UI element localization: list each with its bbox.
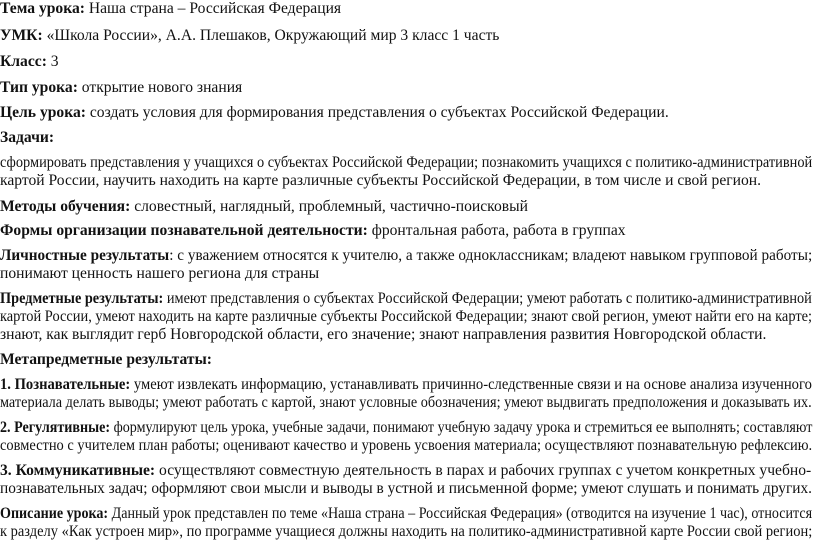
regulatory-line-1 xyxy=(0,418,812,438)
communicative-value: осуществляют совместную деятельность в парах и рабочих группах с учетом конкретных учебно- xyxy=(155,462,812,479)
meta-results-label: Метапредметные результаты: xyxy=(0,351,212,368)
regulatory-label: 2. Регулятивные: xyxy=(0,419,111,436)
description-line-2: к разделу «Как устроен мир», по программе учащиеся должны находить на политико-административной карте России свой регион; xyxy=(0,523,813,540)
lesson-type-label: Тип урока: xyxy=(0,79,78,96)
cognitive-label: 1. Познавательные: xyxy=(0,376,131,393)
methods-line xyxy=(0,197,528,217)
methods-value: словестный, наглядный, проблемный, частично-поисковый xyxy=(130,198,528,215)
methods-label: Методы обучения: xyxy=(0,198,131,215)
personal-results-value: : с уважением относятся к учителю, а также одноклассникам; владеют навыком групповой работы; xyxy=(169,247,813,264)
cognitive-value: умеют извлекать информацию, устанавливать причинно-следственные связи и на основе анализа изученного xyxy=(130,376,812,393)
tasks-text-line-2: картой России, научить находить на карте различные субъекты Российской Федерации, в том числе и свой регион. xyxy=(0,172,762,189)
subject-results-label: Предметные результаты: xyxy=(0,290,164,307)
lesson-type-line xyxy=(0,78,242,98)
topic-label: Тема урока: xyxy=(0,0,85,17)
goal-value: создать условия для формирования представления о субъектах Российской Федерации. xyxy=(85,104,669,121)
description-line-1 xyxy=(0,504,812,524)
meta-results-heading xyxy=(0,350,212,370)
goal-label: Цель урока: xyxy=(0,104,86,121)
umk-value: «Школа России», А.А. Плешаков, Окружающий мир 3 класс 1 часть xyxy=(42,27,500,44)
forms-label: Формы организации познавательной деятельности: xyxy=(0,222,368,239)
subject-results-value: имеют представления о субъектах Российской Федерации; умеют работать с политико-административной xyxy=(163,290,812,307)
tasks-label: Задачи: xyxy=(0,129,55,146)
forms-value: фронтальная работа, работа в группах xyxy=(367,222,626,239)
description-value: Данный урок представлен по теме «Наша страна – Российская Федерация» (отводится на изучение 1 час), относится xyxy=(108,505,813,522)
subject-results-line-3: знают, как выглядит герб Новгородской области, его значение; знают направления развития Новгородской области. xyxy=(0,326,767,343)
personal-results-line-2: понимают ценность нашего региона для страны xyxy=(0,265,320,282)
regulatory-value: формулируют цель урока, учебные задачи, понимают учебную задачу урока и стремиться ее выполнять; составляют xyxy=(110,419,813,436)
personal-results-label: Личностные результаты xyxy=(0,247,170,264)
description-label: Описание урока: xyxy=(0,505,109,522)
goal-line xyxy=(0,103,669,123)
personal-results-line-1 xyxy=(0,246,812,266)
communicative-line-1 xyxy=(0,461,811,481)
cognitive-line-2: материала делать выводы; умеют работать с картой, знают условные обозначения; умеют выдвигать предположения и доказывать их. xyxy=(0,394,812,411)
grade-line xyxy=(0,52,59,72)
grade-label: Класс: xyxy=(0,53,47,70)
topic-value: Наша страна – Российская Федерация xyxy=(84,0,342,17)
grade-value: 3 xyxy=(46,53,59,70)
subject-results-line-1 xyxy=(0,289,812,309)
umk-label: УМК: xyxy=(0,27,43,44)
tasks-heading xyxy=(0,128,54,148)
topic-line xyxy=(0,0,341,19)
umk-line xyxy=(0,26,499,46)
lesson-type-value: открытие нового знания xyxy=(77,79,243,96)
regulatory-line-2: совместно с учителем план работы; оценивают качество и уровень усвоения материала; осуществляют познавательную рефлексию. xyxy=(0,437,813,454)
forms-line xyxy=(0,221,626,241)
cognitive-line-1 xyxy=(0,375,812,395)
tasks-text-line-1: сформировать представления у учащихся о субъектах Российской Федерации; познакомить учащихся с политико-административной xyxy=(0,154,813,171)
subject-results-line-2: картой России, умеют находить на карте различные субъекты Российской Федерации; знают свой регион, умеют найти его на карте; xyxy=(0,308,813,325)
communicative-label: 3. Коммуникативные: xyxy=(0,462,156,479)
communicative-line-2: познавательных задач; оформляют свои мысли и выводы в устной и письменной форме; умеют слушать и понимать других. xyxy=(0,480,812,497)
